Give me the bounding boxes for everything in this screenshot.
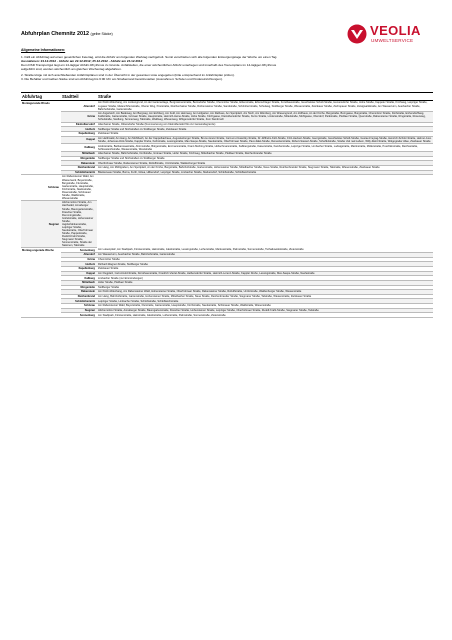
info-paragraph-3: 3. Die Behälter und Gelben Säcke sind am Abfuhrtag bis 6:00 Uhr am Straßenrand bereitzustellen (Ausnahmen: Schulen und Kindereinrichtungen). [21, 77, 223, 82]
strasse-cell: Am Angerteich, Am Badeweg, Am Bergweg, Am Eichberg, Am Feld, Am Heimweg, Am Hofgarten, Am Rathaus, Am Sportplatz, Am Teich, Am Weinberg, Am Wiesengrund, Am Zollhaus, An der Kirche, Bergstraße, Borngasse, Burgstraße, Chemnitzer Straße, Dorfstraße, Eichendorffweg, Feldstraße, Gartenstraße, Grünaer Straße, Hauptstraße, Heinrich-Heine-Straße, Hohe Straße, Kirchgasse, Kleinolbersdorfer Straße, Kurze Straße, Lindenstraße, Mittelstraße, Mühlgasse, Oberdorf, Parkstraße, Pleißaer Straße, Querstraße, Rabensteiner Straße, Ringstraße, Rosenweg, Schulstraße, Siedlung, Sonnenweg, Talstraße, Waldweg, Wiesenweg, Wittgensdorfer Straße, Zum Steinbruch [97, 111, 433, 122]
table-body [21, 101, 433, 318]
table-header-row [21, 93, 433, 101]
stadtteil-cell: Siegmar [21, 201, 61, 248]
info-paragraph-1: 1. Fällt ein Abfuhrtag auf einen gesetzlichen Feiertag, wird die Abfuhr am folgenden Werktag nachgeholt. Somit verschieben sich alle folgenden Entsorgungstage der Woche um einen Tag. [21, 55, 278, 59]
strasse-cell: Am Pelzmühlenhang, Am Lückengrund, An der Gartenanlage, Bergmännerstraße, Bernsdorfer Straße, Chemnitzer Straße, Eibenstraße, Erfenschlager Straße, Forsthausstraße, Geschwister-Scholl-Straße, Heinersdorfer Straße, Hohe Straße, Kappeler Straße, Kirchweg, Leipziger Straße, Lugauer Straße, Melanchthonstraße, Oberer Weg, Poststraße, Reichenhainer Straße, Rothensteiner Straße, Sandstraße, Schönherrstraße, Schulweg, Stollberger Straße, Wiesenstraße, Zwickauer Straße, Zschopauer Straße, Zeisigwaldstraße, Am Wasserturm, Auerbacher Straße, Bahnhofstraße, Gartenstraße [97, 101, 433, 112]
stadtteil-cell: Kapellenberg [61, 131, 97, 136]
strasse-cell: Am Stadtpark, Fürstenstraße, Hainstraße, Jakobstraße, Lutherstraße, Palmstraße, Sonnenstraße, Zietenstraße [97, 313, 433, 318]
strasse-cell: Altenhainer Straße, Dittersdorfer Straße (Nummerierung von Kleinolbersdorf bis zur Gemeindegrenze) [97, 122, 433, 127]
stadtteil-cell: Hutholz [61, 262, 97, 267]
stadtteil-cell: Kapellenberg [61, 266, 97, 271]
strasse-cell: Hofer Straße, Pleißaer Straße [97, 280, 433, 285]
strasse-cell: Andréstraße, Barbarossastraße, Ahornstraße, Bürgerstraße, Enzmannstraße, Franz-Mehring-Straße, Hübschmannstraße, Kaßbergstraße, Kaiserstraße, Kanzlerstraße, Leipziger Straße, Limbacher Straße, Ludwigstraße, Martinstraße, Müllerstraße, Puschkinstraße, Reichsstraße, Schlossteichstraße, Wiesenstraße, Weststraße [97, 144, 433, 152]
strasse-cell: Am Hang, Am Mühlgraben, Am Sportplatz, An der Kirche, Bergstraße, Bahnhofstraße, Gartenstraße, Hohensteiner Straße, Mittelbacher Straße, Neue Straße, Reichenbrander Straße, Siegmarer Straße, Talstraße, Wiesenstraße, Zwickauer Straße [97, 165, 433, 170]
stadtteil-cell: Morgenleite [61, 156, 97, 161]
stadtteil-cell: Kappel [61, 136, 97, 144]
header-stadtteil: Stadtteil [61, 93, 97, 101]
table-row [21, 144, 433, 152]
stadtteil-cell: Schloßchemnitz [61, 170, 97, 175]
stadtteil-cell: Schloßchemnitz [61, 299, 97, 304]
stadtteil-cell: Kleinolbersdorf [61, 122, 97, 127]
stadtteil-cell: Altendorf [61, 253, 97, 258]
strasse-cell: Am Rabensteiner Wald, Am Wasserwerk, Beyerstraße, Bergstraße, Flurstraße, Gartenstraße, Hauptstraße, Kirchstraße, Neefestraße, Rosenstraße, Schönauer Straße, Waldstraße, Wiesenstraße [61, 175, 97, 201]
info-heading: Allgemeine Informationen: [21, 48, 66, 52]
stadtteil-cell: Schönau [61, 304, 97, 309]
abfuhrtag-cell: Montag ungerade Woche [21, 248, 61, 318]
info-paragraph-1b: Ausnahmen: 24.12.2012 - Abfuhr am 22.12.2012; 25.12.2012 - Abfuhr am 24.12.2012 [21, 59, 143, 64]
stadtteil-cell: Kaßberg [61, 144, 97, 152]
strasse-cell: Leipziger Straße, Limbacher Straße, Schloßstraße, Schloßteichstraße [97, 299, 433, 304]
strasse-cell: Altchemnitzer Straße, Annaberger Straße, Baumgartenstraße, Dresdner Straße, Hohensteiner Straße, Leipziger Straße, Oberfrohnaer Straße, Rudolf-Krahl-Straße, Siegmarer Straße, Talstraße [97, 308, 433, 313]
strasse-cell: Richard-Wagner-Straße, Stollberger Straße [97, 262, 433, 267]
stadtteil-cell: Hutholz [61, 127, 97, 132]
strasse-cell: Am Pelzmühlenhang, Am Rabensteiner Wald, Hohensteiner Straße, Oberfrohnaer Straße, Rabensteiner Straße, Rotluffstraße, Unritzstraße, Waldenburger Straße, Wiesenstraße [97, 290, 433, 295]
strasse-cell: Zwickauer Straße [97, 266, 433, 271]
stadtteil-cell: Grüna [61, 111, 97, 122]
table-row [21, 111, 433, 122]
strasse-cell: Am Hang, Bahnhofstraße, Gartenstraße, Hohensteiner Straße, Mittelbacher Straße, Neue Straße, Reichenbrander Straße, Siegmarer Straße, Talstraße, Wiesenstraße, Zwickauer Straße [97, 294, 433, 299]
table-row [21, 175, 433, 201]
stadtteil-cell: Grüna [61, 257, 97, 262]
schedule-table [21, 92, 433, 318]
logo-tagline: UMWELTSERVICE [371, 38, 414, 43]
table-row [21, 136, 433, 144]
stadtteil-cell: Altendorf [61, 101, 97, 112]
strasse-cell: Am Flugplatz, Carl-Arnold-Straße, Dorotheenstraße, Friedrich-Viertel-Straße, Helbersdorfer Straße, Heinrich-Lorenz-Straße, Kappler Drehe, Lessingstraße, Max-Saupe-Straße, Neefestraße [97, 271, 433, 276]
strasse-cell: Blankenauer Straße, Borna, Furth, Glösa, Hilbersdorf, Leipziger Straße, Limbacher Straße, Markersdorf, Schloßstraße, Schloßteichstraße [97, 170, 433, 175]
info-block [21, 55, 433, 82]
page-title [21, 31, 113, 37]
strasse-cell: Altchemnitzer Straße, Am Harthwald, Annaberger Straße, Baumgartenstraße, Dresdner Straße, Flemmingstraße, Gürtelstraße, Hohensteiner Straße, Jagdschänkenstraße, Leipziger Straße, Neefestraße, Oberfrohnaer Straße, Pappelstraße, Rudolf-Krahl-Straße, Siegmarer Straße, Sonnenstraße, Straße der Nationen, Talstraße [61, 201, 97, 248]
header-abfuhrtag: Abfuhrtag [21, 93, 61, 101]
title-suffix: (gelbe Säcke) [90, 32, 113, 36]
strasse-cell: Chemnitzer Straße [97, 257, 433, 262]
strasse-cell: Stollberger Straße und Stichstraßen zu Stollberger Straße [97, 156, 433, 161]
strasse-cell: Oberfrohnaer Straße, Rabensteiner Straße, Rotluffstraße, Unritzstraße, Waldenburger Straße [97, 161, 433, 166]
stadtteil-cell: Morgenleite [61, 285, 97, 290]
stadtteil-cell: Reichenbrand [61, 165, 97, 170]
abfuhrtag-cell: Montagsrunde Rhodo [21, 101, 61, 175]
veolia-logo-icon [347, 24, 367, 44]
veolia-logo [347, 22, 433, 48]
stadtteil-cell: Mittelbach [61, 151, 97, 156]
stadtteil-cell: Rabenstein [61, 290, 97, 295]
stadtteil-cell: Schönau [21, 175, 61, 201]
table-row [21, 201, 433, 248]
logo-wordmark: VEOLIA [370, 23, 421, 38]
strasse-cell: Am Wasserturm, Auerbacher Straße, Bahnhofstraße, Gartenstraße [97, 253, 433, 258]
stadtteil-cell: Sonnenberg [61, 248, 97, 253]
stadtteil-cell: Rabenstein [61, 161, 97, 166]
strasse-cell: Altenhainer Straße, Bahnhofstraße, Dorfstraße, Grünaer Straße, Hofer Straße, Kirchweg, Mittelbacher Straße, Pleißaer Straße, Reichenbrander Straße [97, 151, 433, 156]
strasse-cell: Stollberger Straße [97, 285, 433, 290]
stadtteil-cell: Kaßberg [61, 276, 97, 281]
info-paragraph-1d: aufgeführt sind, werden wöchentlich am gleichen Wochentag abgefahren. [21, 67, 122, 72]
stadtteil-cell: Siegmar [61, 308, 97, 313]
stadtteil-cell: Mittelbach [61, 280, 97, 285]
strasse-cell: Am Rabensteiner Wald, Beyerstraße, Flurstraße, Gartenstraße, Hauptstraße, Kirchstraße, Neefestraße, Schönauer Straße, Waldstraße, Wiesenstraße [97, 304, 433, 309]
stadtteil-cell: Reichenbrand [61, 294, 97, 299]
strasse-cell: Stollberger Straße und Stichstraßen zu Stollberger Straße, Zwickauer Straße [97, 127, 433, 132]
info-paragraph-2: 2. Straßenzüge mit sich anschließenden Anfahrtsplänen sind in der Übersicht in der gesamten Liste angegeben (bitte entsprechend im Anfahrtsplan prüfen). [21, 73, 235, 78]
strasse-cell: Zwickauer Straße [97, 131, 433, 136]
strasse-cell: Am Harthwald, Am Hang, Am Mühlbach, An der Kappelbachaue, Augustusburger Straße, Bruno-Granz-Straße, Carl-von-Ossietzky-Straße, Dr.-Wilhelm-Külz-Straße, Fritz-Heckert-Straße, Georgstraße, Geschwister-Scholl-Straße, Gustav-Freytag-Straße, Heinrich-Schütz-Straße, Helmut-Just-Straße, Johannes-Dick-Straße, Kappler Drehe, Kehrstraße, Lessingstraße, Max-Saupe-Straße, Neefestraße, Oberfrohnaer Straße, Paul-Jäkel-Straße, Reineckerstraße, Robert-Siewert-Straße, Scheffelstraße, Straße Usti nad Labem, Willy-Reinl-Straße, Wolgograder Allee, Zwickauer Straße [98, 136, 432, 143]
table-row [21, 101, 433, 112]
title-text: Abfuhrplan Chemnitz 2012 [21, 31, 89, 37]
strasse-cell: Limbacher Straße (nur Einmündungen) [97, 276, 433, 281]
table-row [21, 313, 433, 318]
header-strasse: Straße [97, 93, 433, 101]
strasse-cell: Am Luisenplatz, Am Stadtpark, Fürstenstraße, Hainstraße, Jakobstraße, Lessingstraße, Lutherstraße, Markusstraße, Palmstraße, Sonnenstraße, Tschaikowskistraße, Zietenstraße [97, 248, 433, 253]
info-paragraph-1c: Dem DSD Transportgut liegt ein 14-tägiger Abfuhr-Rhythmus zu Grunde. Anfallstellen, die einer wöchentlichen Abfuhr unterliegen und innerhalb des Touremplans im 14-tägigen Rhythmus [21, 63, 277, 68]
stadtteil-cell: Kappel [61, 271, 97, 276]
stadtteil-cell: Sonnenberg [61, 313, 97, 318]
